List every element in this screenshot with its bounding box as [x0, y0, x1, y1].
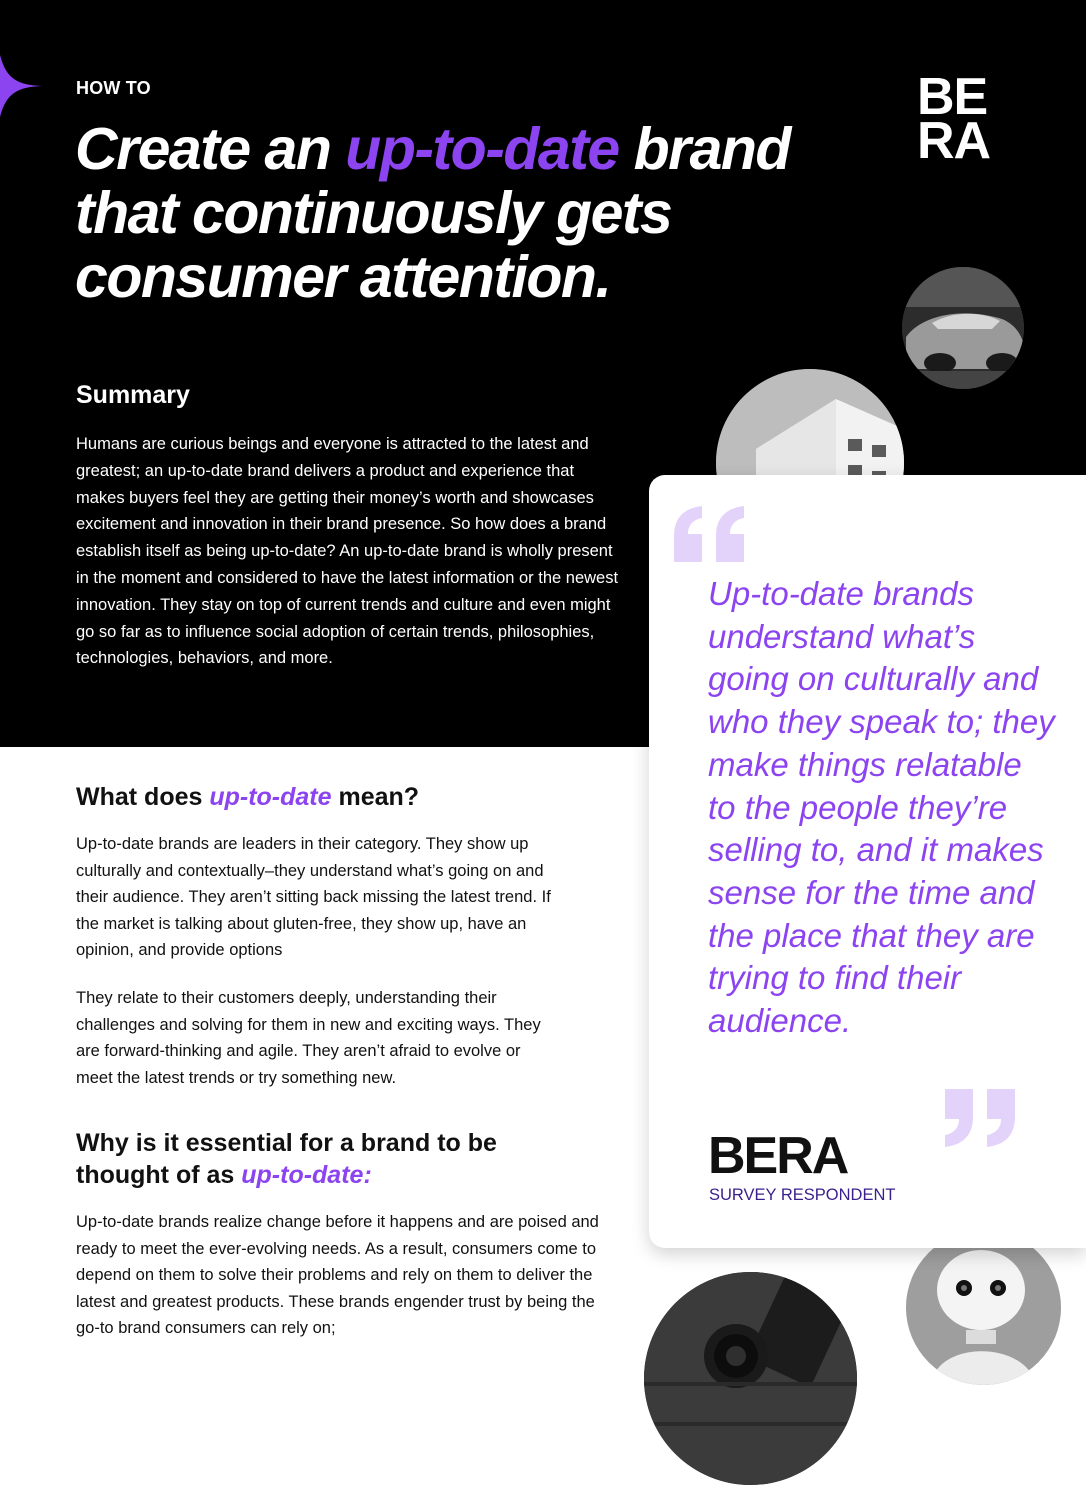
headline-accent: up-to-date	[345, 116, 619, 182]
open-quote-icon	[672, 506, 748, 562]
camera-image-icon	[644, 1272, 857, 1485]
what-title-part-1: What does	[76, 783, 210, 811]
summary-title: Summary	[76, 381, 190, 409]
page-headline	[75, 117, 895, 309]
logo-line-2: RA	[917, 112, 991, 170]
robot-photo	[906, 1230, 1061, 1385]
summary-text: Humans are curious beings and everyone is attracted to the latest and greatest; an up-to-date brand delivers a product and experience that makes buyers feel they are getting their money’s worth and showcases excitement and innovation in their brand presence. So how does a brand establish itself as being up-to-date? An up-to-date brand is wholly present in the moment and considered to have the latest information or the newest innovation. They stay on top of current trends and culture and even might go so far as to influence social adoption of certain trends, philosophies, technologies, behaviors, and more.	[76, 435, 619, 668]
what-title-accent: up-to-date	[209, 783, 332, 811]
close-quote-icon	[941, 1089, 1017, 1147]
headline-part-1: Create an	[75, 116, 346, 182]
what-paragraph-1: Up-to-date brands are leaders in their category. They show up culturally and contextually–they understand what’s going on and their audience. They aren’t sitting back missing the latest trend. If the market is talking about gluten-free, they show up, have an opinion, and provide options	[76, 835, 551, 959]
quote-attribution: SURVEY RESPONDENT	[709, 1186, 896, 1204]
logo-line-1: BE	[917, 68, 988, 126]
eyebrow-label: HOW TO	[76, 78, 151, 98]
sparkle-shape-icon	[0, 55, 42, 117]
car-photo	[902, 267, 1024, 389]
why-title-accent: up-to-date:	[241, 1161, 372, 1189]
bera-logo	[917, 68, 991, 170]
headline-part-2: brand that continuously gets consumer attention.	[75, 116, 790, 310]
what-title-part-2: mean?	[331, 783, 420, 811]
car-image-icon	[902, 267, 1024, 389]
quote-text: Up-to-date brands understand what’s going on culturally and who they speak to; they make things relatable to the people they’re selling to, and it makes sense for the time and the place that they are trying to find their audience.	[708, 575, 1055, 1040]
section-what-title	[76, 781, 419, 813]
what-paragraph-2: They relate to their customers deeply, understanding their challenges and solving for them in new and exciting ways. They are forward-thinking and agile. They aren’t afraid to evolve or meet the latest trends or try something new.	[76, 989, 541, 1087]
camera-photo	[644, 1272, 857, 1485]
section-why-title	[76, 1127, 596, 1191]
quote-brand-logo: BERA	[708, 1127, 848, 1185]
robot-image-icon	[906, 1230, 1061, 1385]
why-title-part-1: Why is it essential for a brand to be thought of as	[76, 1129, 497, 1189]
why-paragraph-1: Up-to-date brands realize change before it happens and are poised and ready to meet the ever-evolving needs. As a result, consumers come to depend on them to solve their problems and rely on them to deliver the latest and greatest products. These brands engender trust by being the go-to brand consumers can rely on;	[76, 1213, 599, 1337]
